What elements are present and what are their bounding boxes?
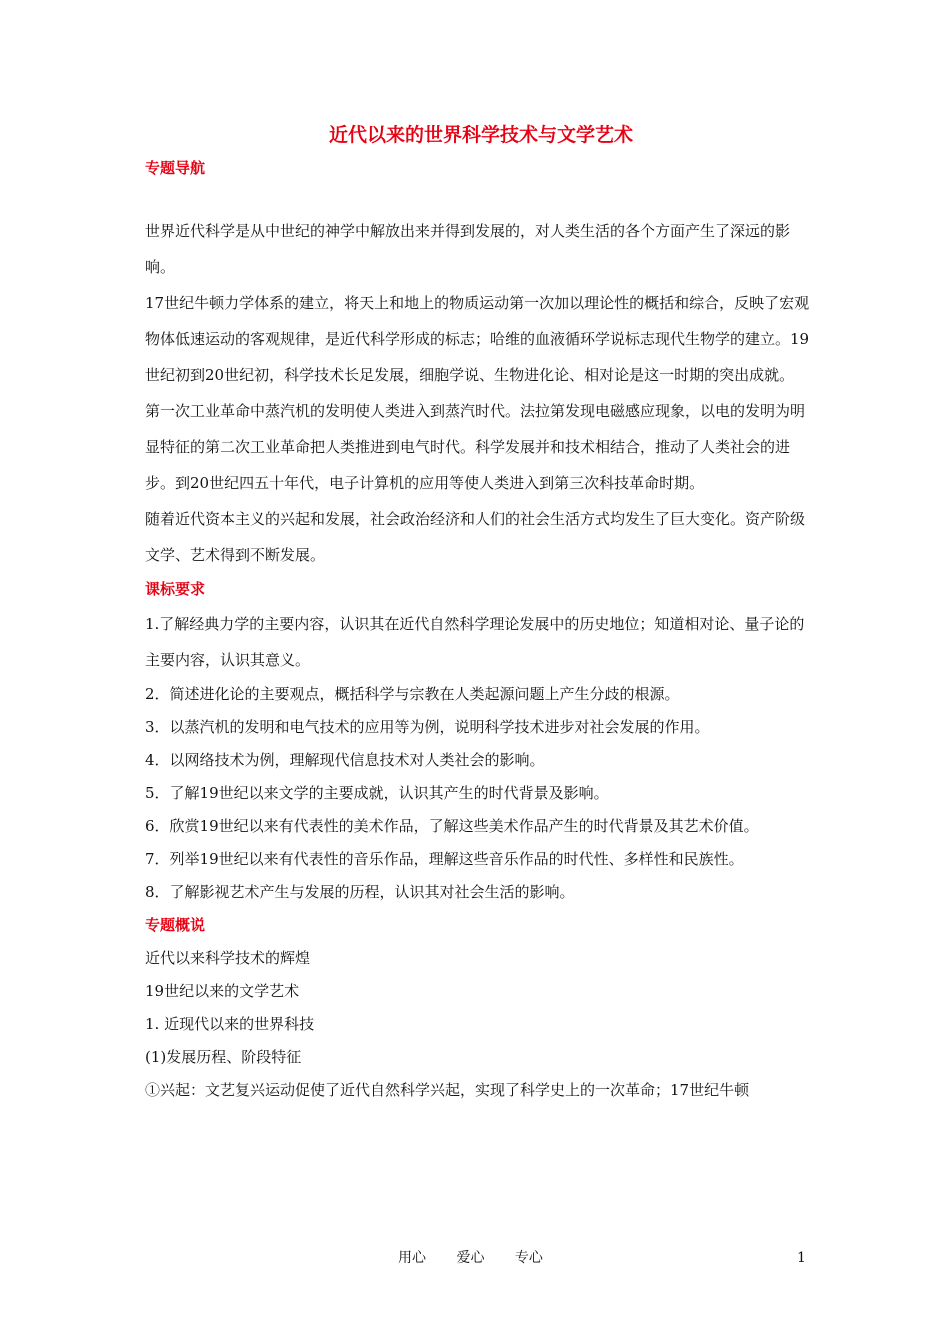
standards-item: 2．简述进化论的主要观点，概括科学与宗教在人类起源问题上产生分歧的根源。 xyxy=(145,685,680,703)
guide-paragraph: 随着近代资本主义的兴起和发展，社会政治经济和人们的社会生活方式均发生了巨大变化。资产阶级文学、艺术得到不断发展。 xyxy=(145,510,806,564)
footer-word: 专心 xyxy=(514,1250,543,1266)
overview-line: (1)发展历程、阶段特征 xyxy=(145,1048,302,1066)
standards-item: 8．了解影视艺术产生与发展的历程，认识其对社会生活的影响。 xyxy=(145,883,575,901)
standards-item: 1.了解经典力学的主要内容，认识其在近代自然科学理论发展中的历史地位；知道相对论、量子论的主要内容，认识其意义。 xyxy=(145,615,805,669)
spacer xyxy=(145,185,817,213)
section-heading-standards: 课标要求 xyxy=(145,580,206,598)
guide-paragraph: 世界近代科学是从中世纪的神学中解放出来并得到发展的，对人类生活的各个方面产生了深远的影响。 xyxy=(145,222,791,276)
footer-word: 用心 xyxy=(398,1250,426,1266)
overview-line: 1. 近现代以来的世界科技 xyxy=(145,1015,315,1033)
document-page xyxy=(145,118,817,1107)
guide-paragraph: 第一次工业革命中蒸汽机的发明使人类进入到蒸汽时代。法拉第发现电磁感应现象，以电的发明为明显特征的第二次工业革命把人类推进到电气时代。科学发展并和技术相结合，推动了人类社会的进步。到20世纪四五十年代，电子计算机的应用等使人类进入到第三次科技革命时期。 xyxy=(145,402,806,492)
standards-item: 4．以网络技术为例，理解现代信息技术对人类社会的影响。 xyxy=(145,751,545,769)
overview-line: 19世纪以来的文学艺术 xyxy=(145,982,300,1000)
section-heading-guide: 专题导航 xyxy=(145,159,206,177)
footer-word: 爱心 xyxy=(456,1250,485,1266)
page-number: 1 xyxy=(797,1250,806,1266)
standards-item: 7．列举19世纪以来有代表性的音乐作品，理解这些音乐作品的时代性、多样性和民族性。 xyxy=(145,850,744,868)
overview-line: 近代以来科学技术的辉煌 xyxy=(145,949,311,967)
section-heading-overview: 专题概说 xyxy=(145,916,206,934)
standards-item: 5．了解19世纪以来文学的主要成就，认识其产生的时代背景及影响。 xyxy=(145,784,609,802)
overview-line: ①兴起：文艺复兴运动促使了近代自然科学兴起，实现了科学史上的一次革命；17世纪牛顿 xyxy=(145,1081,750,1099)
document-title: 近代以来的世界科学技术与文学艺术 xyxy=(328,124,633,146)
standards-item: 3．以蒸汽机的发明和电气技术的应用等为例，说明科学技术进步对社会发展的作用。 xyxy=(145,718,710,736)
standards-item: 6．欣赏19世纪以来有代表性的美术作品，了解这些美术作品产生的时代背景及其艺术价值。 xyxy=(145,817,759,835)
footer-slogan xyxy=(398,1247,569,1269)
guide-paragraph: 17世纪牛顿力学体系的建立，将天上和地上的物质运动第一次加以理论性的概括和综合，反映了宏观物体低速运动的客观规律，是近代科学形成的标志；哈维的血液循环学说标志现代生物学的建立。19世纪初到20世纪初，科学技术长足发展，细胞学说、生物进化论、相对论是这一时期的突出成就。 xyxy=(145,294,810,384)
